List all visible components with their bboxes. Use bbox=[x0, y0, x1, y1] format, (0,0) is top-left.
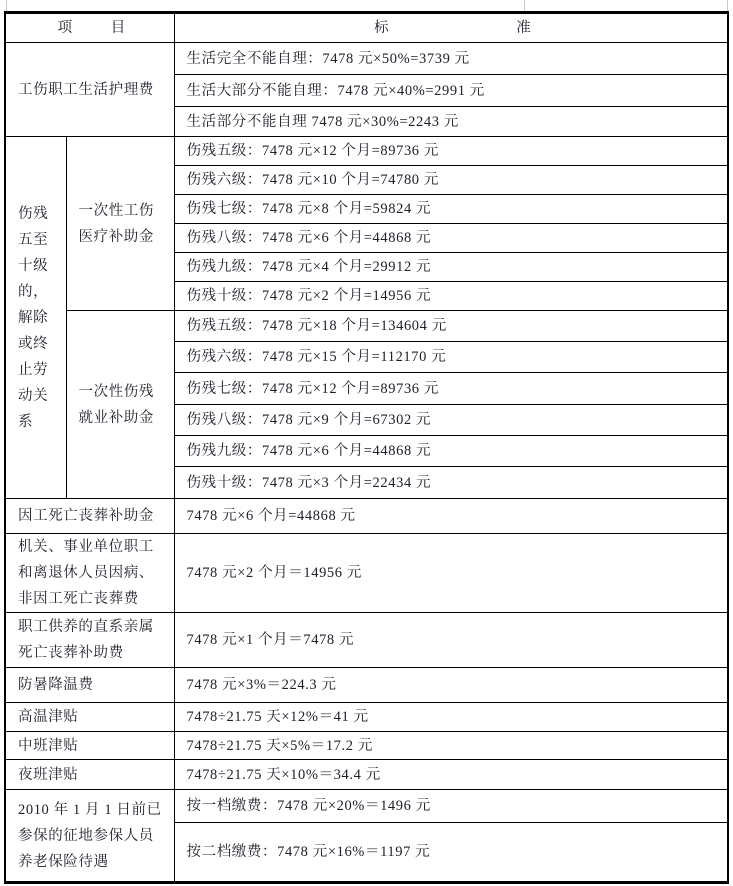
item-label-cell: 职工供养的直系亲属死亡丧葬补助费 bbox=[5, 613, 174, 668]
employment-subsidy-value-cell: 伤残九级：7478 元×6 个月=44868 元 bbox=[174, 436, 728, 467]
scan-artifact-left bbox=[6, 0, 7, 11]
item-label-cell: 因工死亡丧葬补助金 bbox=[5, 499, 174, 534]
standard-value-cell: 7478 元×1 个月＝7478 元 bbox=[174, 613, 728, 668]
table-row bbox=[5, 703, 728, 732]
pension-value-cell: 按一档缴费：7478 元×20%＝1496 元 bbox=[174, 790, 728, 823]
table-row bbox=[5, 499, 728, 534]
table-row bbox=[5, 311, 728, 342]
header-standard-char-1: 标 bbox=[374, 20, 390, 36]
employment-subsidy-value-cell: 伤残六级：7478 元×15 个月=112170 元 bbox=[174, 342, 728, 373]
table-row bbox=[5, 760, 728, 790]
care-fee-value-cell: 生活完全不能自理：7478 元×50%=3739 元 bbox=[174, 43, 728, 75]
item-label-cell: 防暑降温费 bbox=[5, 668, 174, 703]
employment-subsidy-value-cell: 伤残五级：7478 元×18 个月=134604 元 bbox=[174, 311, 728, 342]
header-standard-pair bbox=[187, 15, 720, 41]
table-row bbox=[5, 534, 728, 613]
item-label-cell: 中班津贴 bbox=[5, 732, 174, 760]
employment-subsidy-label-cell: 一次性伤残就业补助金 bbox=[66, 311, 174, 499]
standard-value-cell: 7478 元×2 个月＝14956 元 bbox=[174, 534, 728, 613]
pension-label-cell: 2010 年 1 月 1 日前已参保的征地参保人员养老保险待遇 bbox=[5, 790, 174, 883]
employment-subsidy-value-cell: 伤残八级：7478 元×9 个月=67302 元 bbox=[174, 405, 728, 436]
medical-subsidy-value-cell: 伤残九级：7478 元×4 个月=29912 元 bbox=[174, 253, 728, 282]
care-fee-label-cell: 工伤职工生活护理费 bbox=[5, 43, 174, 137]
medical-subsidy-value-cell: 伤残五级：7478 元×12 个月=89736 元 bbox=[174, 137, 728, 166]
table-row bbox=[5, 613, 728, 668]
table-row bbox=[5, 790, 728, 823]
standard-value-cell: 7478 元×6 个月=44868 元 bbox=[174, 499, 728, 534]
table-row bbox=[5, 732, 728, 760]
employment-subsidy-value-cell: 伤残十级：7478 元×3 个月=22434 元 bbox=[174, 467, 728, 499]
standard-value-cell: 7478 元×3%＝224.3 元 bbox=[174, 668, 728, 703]
header-item-pair bbox=[18, 15, 166, 41]
medical-subsidy-value-cell: 伤残六级：7478 元×10 个月=74780 元 bbox=[174, 166, 728, 195]
item-label-cell: 高温津贴 bbox=[5, 703, 174, 732]
employment-subsidy-value-cell: 伤残七级：7478 元×12 个月=89736 元 bbox=[174, 373, 728, 405]
medical-subsidy-value-cell: 伤残十级：7478 元×2 个月=14956 元 bbox=[174, 282, 728, 311]
medical-subsidy-label-cell: 一次性工伤医疗补助金 bbox=[66, 137, 174, 311]
scan-artifact-center bbox=[524, 0, 525, 11]
header-item-char-1: 项 bbox=[57, 20, 73, 36]
item-label-cell: 夜班津贴 bbox=[5, 760, 174, 790]
table-row bbox=[5, 43, 728, 75]
header-item-cell bbox=[5, 13, 174, 43]
care-fee-value-cell: 生活大部分不能自理：7478 元×40%=2991 元 bbox=[174, 75, 728, 107]
standard-value-cell: 7478÷21.75 天×5%＝17.2 元 bbox=[174, 732, 728, 760]
item-label-cell: 机关、事业单位职工和离退休人员因病、非因工死亡丧葬费 bbox=[5, 534, 174, 613]
pension-value-cell: 按二档缴费：7478 元×16%＝1197 元 bbox=[174, 823, 728, 883]
header-standard-cell bbox=[174, 13, 728, 43]
care-fee-value-cell: 生活部分不能自理 7478 元×30%=2243 元 bbox=[174, 107, 728, 137]
table-row bbox=[5, 668, 728, 703]
standard-value-cell: 7478÷21.75 天×12%＝41 元 bbox=[174, 703, 728, 732]
compensation-standards-table bbox=[4, 11, 729, 884]
medical-subsidy-value-cell: 伤残七级：7478 元×8 个月=59824 元 bbox=[174, 195, 728, 224]
scan-artifact-right bbox=[727, 0, 728, 11]
header-item-char-2: 目 bbox=[110, 20, 126, 36]
table-row bbox=[5, 137, 728, 166]
disability-section-label-cell: 伤残五至十级的，解除或终止劳动关系 bbox=[5, 137, 66, 499]
medical-subsidy-value-cell: 伤残八级：7478 元×6 个月=44868 元 bbox=[174, 224, 728, 253]
header-standard-char-2: 准 bbox=[516, 20, 532, 36]
standard-value-cell: 7478÷21.75 天×10%＝34.4 元 bbox=[174, 760, 728, 790]
table-header-row bbox=[5, 13, 728, 43]
